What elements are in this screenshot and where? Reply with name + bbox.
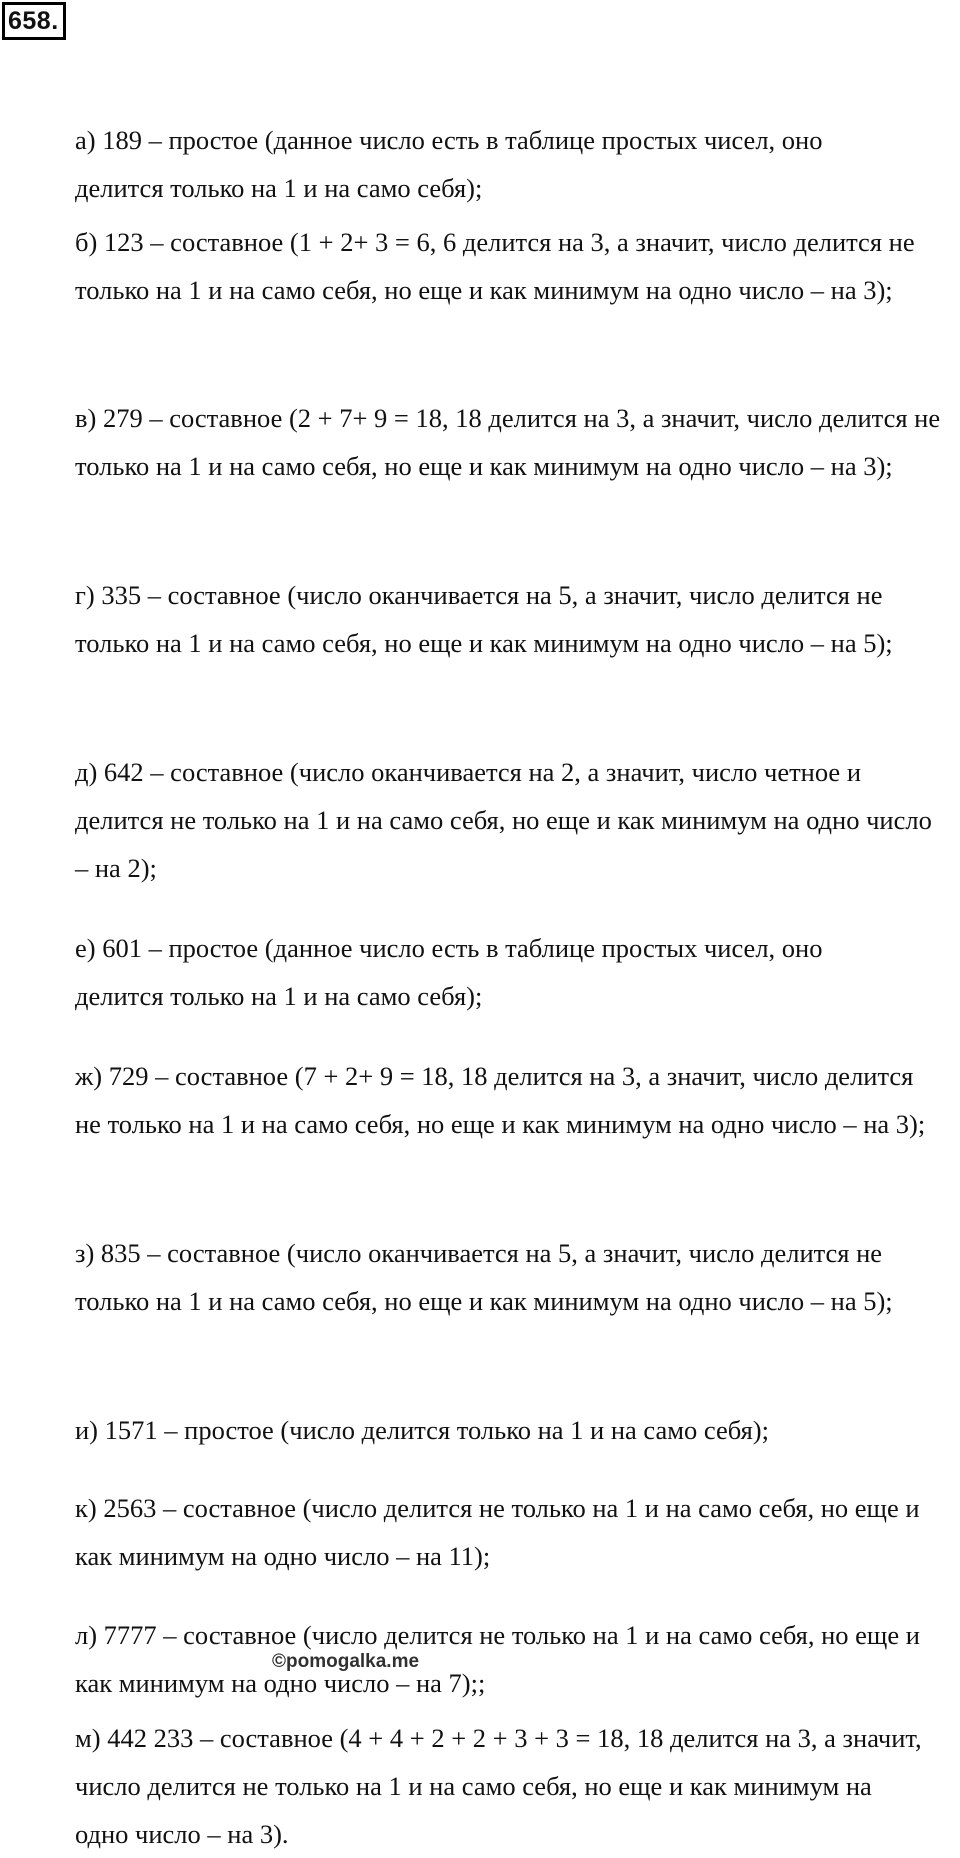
answer-item-v: в) 279 – составное (2 + 7+ 9 = 18, 18 делится на 3, а значит, число делится не только на 1 и на само себя, но еще и как минимум на одно число – на 3);	[75, 403, 941, 481]
watermark: ©pomogalka.me	[272, 1651, 420, 1672]
task-number: 658.	[2, 2, 66, 40]
answer-item-d: д) 642 – составное (число оканчивается на 2, а значит, число четное и делится не только на 1 и на само себя, но еще и как минимум на одно число – на 2);	[75, 757, 932, 883]
answer-item-a: а) 189 – простое (данное число есть в таблице простых чисел, оно делится только на 1 и на само себя);	[75, 125, 823, 203]
answer-item-i: и) 1571 – простое (число делится только на 1 и на само себя);	[75, 1415, 769, 1445]
answer-item-l: л) 7777 – составное (число делится не только на 1 и на само себя, но еще и как минимум на одно число – на 7);;	[75, 1620, 920, 1698]
answer-item-e: е) 601 – простое (данное число есть в таблице простых чисел, оно делится только на 1 и на само себя);	[75, 933, 823, 1011]
answer-item-g: г) 335 – составное (число оканчивается на 5, а значит, число делится не только на 1 и на само себя, но еще и как минимум на одно число – на 5);	[75, 580, 893, 658]
answer-item-zh: ж) 729 – составное (7 + 2+ 9 = 18, 18 делится на 3, а значит, число делится не только на 1 и на само себя, но еще и как минимум на одно число – на 3);	[75, 1061, 926, 1139]
answer-item-b: б) 123 – составное (1 + 2+ 3 = 6, 6 делится на 3, а значит, число делится не только на 1 и на само себя, но еще и как минимум на одно число – на 3);	[75, 227, 915, 305]
answer-item-m: м) 442 233 – составное (4 + 4 + 2 + 2 + 3 + 3 = 18, 18 делится на 3, а значит, число делится не только на 1 и на само себя, но еще и как минимум на одно число – на 3).	[75, 1723, 922, 1849]
answer-item-k: к) 2563 – составное (число делится не только на 1 и на само себя, но еще и как минимум на одно число – на 11);	[75, 1493, 920, 1571]
answer-item-z: з) 835 – составное (число оканчивается на 5, а значит, число делится не только на 1 и на само себя, но еще и как минимум на одно число – на 5);	[75, 1238, 893, 1316]
